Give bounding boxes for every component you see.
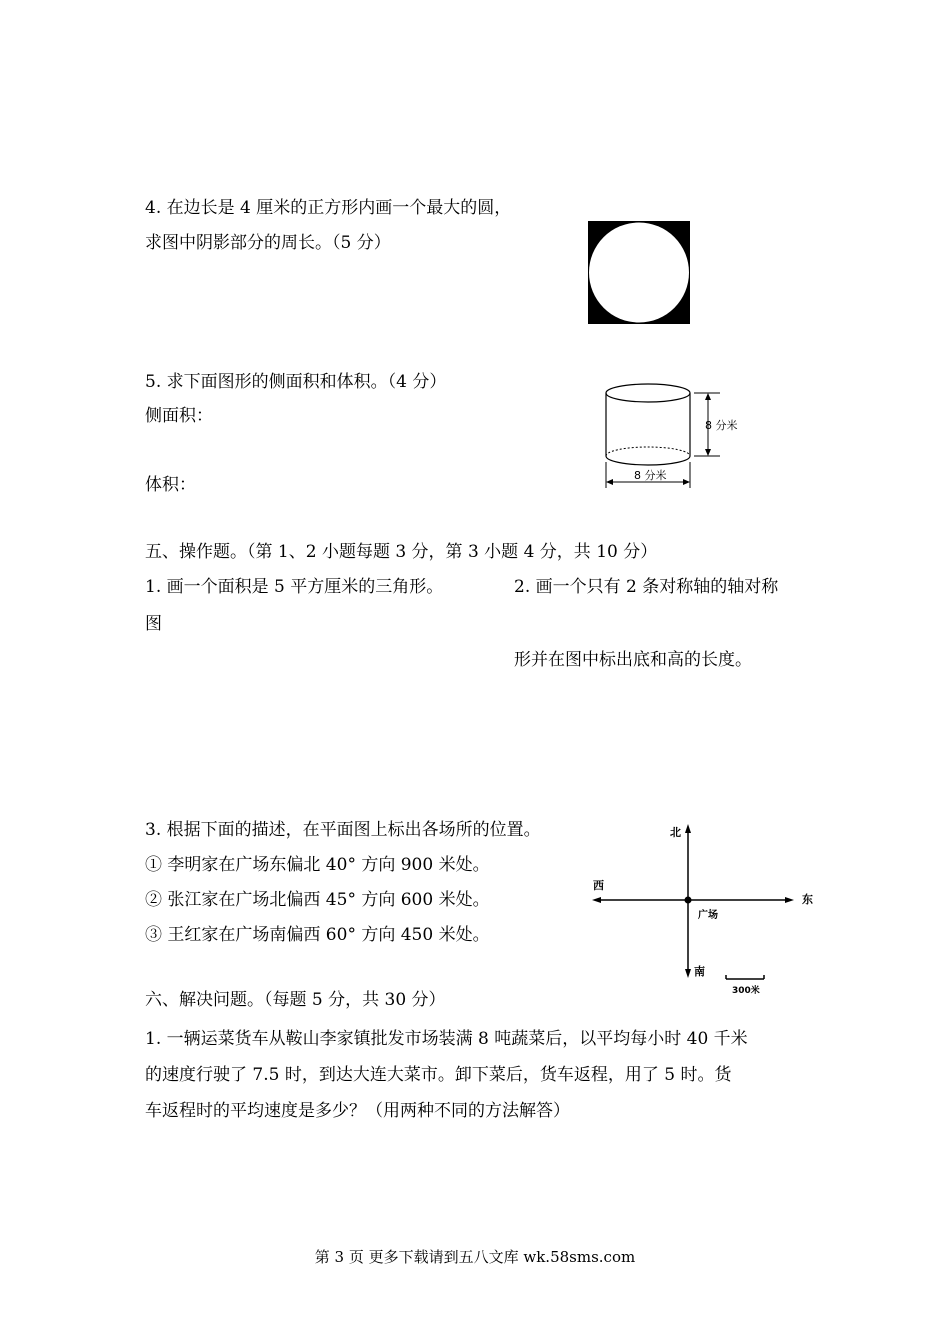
diameter-label: 8 分米 [634, 469, 667, 482]
section6-heading: 六、解决问题。（每题 5 分，共 30 分） [145, 990, 446, 1010]
inscribed-circle [589, 223, 689, 323]
q5-volume-label: 体积： [145, 475, 196, 495]
section5-item3: 3. 根据下面的描述，在平面图上标出各场所的位置。 [145, 820, 541, 840]
east-label: 东 [802, 893, 813, 906]
south-arrow [685, 969, 691, 978]
cylinder-bottom-back [606, 447, 690, 456]
section5-item2: 2. 画一个只有 2 条对称轴的轴对称 [514, 577, 779, 597]
page-footer: 第 3 页 更多下载请到五八文库 wk.58sms.com [314, 1248, 636, 1266]
section5-heading: 五、操作题。（第 1、2 小题每题 3 分，第 3 小题 4 分，共 10 分） [145, 542, 658, 562]
q5-lateral-label: 侧面积： [145, 406, 213, 426]
q5-line1: 5. 求下面图形的侧面积和体积。（4 分） [145, 372, 447, 392]
section6-q1-line1: 1. 一辆运菜货车从鞍山李家镇批发市场装满 8 吨蔬菜后，以平均每小时 40 千米 [145, 1029, 748, 1049]
south-label: 南 [694, 965, 705, 978]
q4-line1: 4. 在边长是 4 厘米的正方形内画一个最大的圆， [145, 198, 512, 218]
diameter-arrow-left [606, 479, 613, 485]
cylinder-bottom-front [606, 456, 690, 465]
height-label: 8 分米 [705, 419, 738, 432]
plaza-point [685, 897, 692, 904]
height-arrow-down [705, 449, 711, 456]
scale-label: 300米 [732, 986, 760, 996]
square-circle-figure [586, 219, 692, 326]
cylinder-figure [598, 378, 748, 490]
east-arrow [785, 897, 794, 903]
compass-map [590, 818, 820, 998]
location-point-1: ① 李明家在广场东偏北 40° 方向 900 米处。 [145, 855, 490, 875]
location-point-2: ② 张江家在广场北偏西 45° 方向 600 米处。 [145, 890, 490, 910]
section5-item2-cont: 形并在图中标出底和高的长度。 [514, 650, 752, 670]
location-point-3: ③ 王红家在广场南偏西 60° 方向 450 米处。 [145, 925, 490, 945]
west-label: 西 [593, 879, 604, 892]
q4-line2: 求图中阴影部分的周长。（5 分） [145, 233, 391, 253]
height-arrow-up [705, 393, 711, 400]
west-arrow [592, 897, 601, 903]
section6-q1-line2: 的速度行驶了 7.5 时，到达大连大菜市。卸下菜后，货车返程，用了 5 时。货 [145, 1065, 732, 1085]
section5-item2-wrap: 图 [145, 614, 162, 634]
section5-item1: 1. 画一个面积是 5 平方厘米的三角形。 [145, 577, 444, 597]
north-arrow [685, 824, 691, 833]
section6-q1-line3: 车返程时的平均速度是多少？（用两种不同的方法解答） [145, 1101, 570, 1121]
cylinder-top [606, 384, 690, 402]
diameter-arrow-right [683, 479, 690, 485]
plaza-label: 广场 [698, 910, 718, 921]
north-label: 北 [670, 826, 681, 839]
